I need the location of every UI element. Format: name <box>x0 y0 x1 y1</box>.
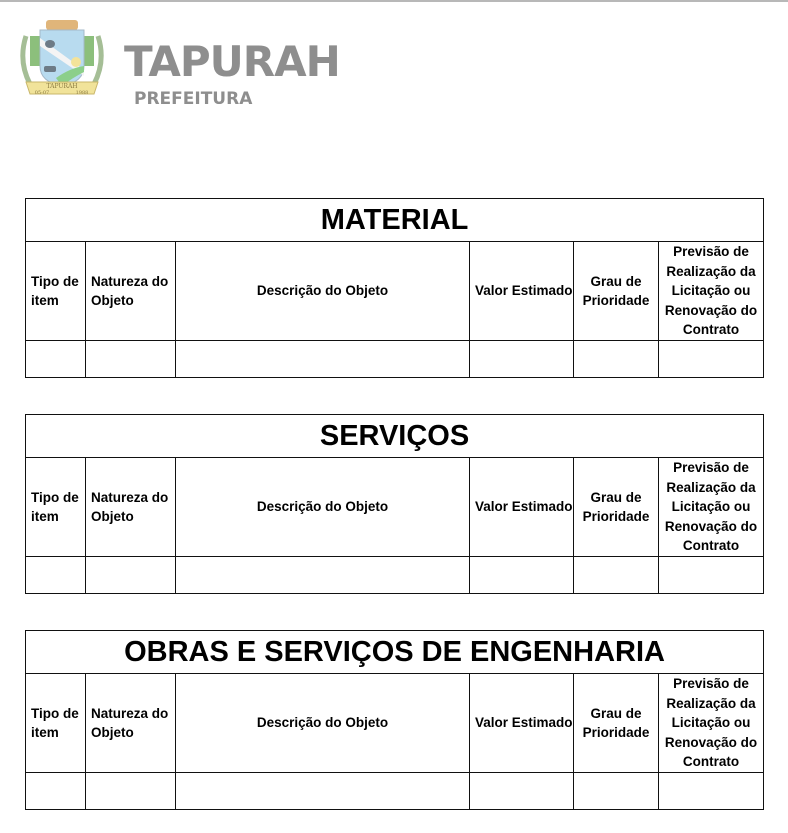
cell-valor[interactable] <box>470 341 574 378</box>
prefeitura-logo <box>16 16 356 109</box>
material-table <box>25 198 764 378</box>
col-tipo-item: Tipo de item <box>26 242 86 341</box>
cell-grau[interactable] <box>574 557 659 594</box>
table-row <box>26 557 764 594</box>
cell-valor[interactable] <box>470 773 574 810</box>
cell-natureza[interactable] <box>86 557 176 594</box>
col-previsao: Previsão de Realização da Licitação ou Renovação do Contrato <box>659 242 764 341</box>
table-title: SERVIÇOS <box>26 415 764 458</box>
cell-natureza[interactable] <box>86 773 176 810</box>
cell-tipo[interactable] <box>26 773 86 810</box>
brand-subtitle: PREFEITURA <box>134 89 253 109</box>
col-tipo-item: Tipo de item <box>26 458 86 557</box>
col-descricao: Descrição do Objeto <box>176 458 470 557</box>
table-title: OBRAS E SERVIÇOS DE ENGENHARIA <box>26 631 764 674</box>
col-valor: Valor Estimado <box>470 674 574 773</box>
col-grau: Grau de Prioridade <box>574 458 659 557</box>
col-natureza: Natureza do Objeto <box>86 674 176 773</box>
cell-previsao[interactable] <box>659 773 764 810</box>
header-row <box>26 242 764 341</box>
obras-engenharia-table <box>25 630 764 810</box>
table-title: MATERIAL <box>26 199 764 242</box>
col-previsao: Previsão de Realização da Licitação ou Renovação do Contrato <box>659 674 764 773</box>
col-valor: Valor Estimado <box>470 458 574 557</box>
table-row <box>26 341 764 378</box>
cell-descricao[interactable] <box>176 773 470 810</box>
top-border <box>0 0 788 2</box>
col-descricao: Descrição do Objeto <box>176 674 470 773</box>
cell-natureza[interactable] <box>86 341 176 378</box>
cell-previsao[interactable] <box>659 341 764 378</box>
header-row <box>26 674 764 773</box>
col-grau: Grau de Prioridade <box>574 242 659 341</box>
cell-grau[interactable] <box>574 341 659 378</box>
municipal-crest-icon <box>16 16 108 98</box>
col-tipo-item: Tipo de item <box>26 674 86 773</box>
servicos-table <box>25 414 764 594</box>
col-natureza: Natureza do Objeto <box>86 458 176 557</box>
crest-text: TAPURAH <box>46 83 78 90</box>
table-row <box>26 773 764 810</box>
brand-name: TAPURAH <box>124 37 340 86</box>
col-natureza: Natureza do Objeto <box>86 242 176 341</box>
cell-grau[interactable] <box>574 773 659 810</box>
header-row <box>26 458 764 557</box>
col-grau: Grau de Prioridade <box>574 674 659 773</box>
cell-descricao[interactable] <box>176 341 470 378</box>
cell-tipo[interactable] <box>26 557 86 594</box>
cell-descricao[interactable] <box>176 557 470 594</box>
cell-tipo[interactable] <box>26 341 86 378</box>
crest-date-right: 1988 <box>75 90 89 96</box>
cell-previsao[interactable] <box>659 557 764 594</box>
cell-valor[interactable] <box>470 557 574 594</box>
col-valor: Valor Estimado <box>470 242 574 341</box>
col-descricao: Descrição do Objeto <box>176 242 470 341</box>
crest-date-left: 05-07 <box>34 90 50 96</box>
col-previsao: Previsão de Realização da Licitação ou Renovação do Contrato <box>659 458 764 557</box>
